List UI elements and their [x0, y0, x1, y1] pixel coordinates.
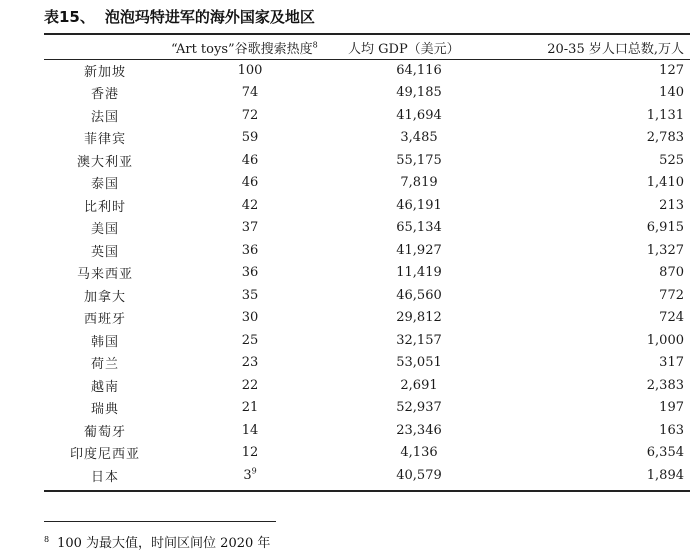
footnote [44, 532, 270, 551]
cell-search-score-value: 42 [241, 197, 259, 213]
table-row [44, 419, 690, 442]
cell-country [44, 397, 166, 420]
cell-search-score [166, 127, 334, 150]
footnote-mark: 8 [44, 534, 50, 544]
cell-population-value: 772 [659, 287, 684, 303]
cell-gdp [334, 239, 494, 262]
table-row [44, 194, 690, 217]
table-row [44, 307, 690, 330]
cell-population-value: 6,915 [646, 220, 684, 236]
cell-gdp-value: 32,157 [396, 332, 442, 348]
cell-search-score-value: 35 [241, 287, 259, 303]
cell-search-score [166, 59, 334, 82]
cell-gdp-value: 7,819 [400, 175, 438, 191]
cell-country-value: 澳大利亚 [76, 154, 133, 170]
footnote-rule [44, 521, 276, 522]
cell-country-value: 加拿大 [83, 289, 126, 305]
cell-gdp-value: 46,560 [396, 287, 442, 303]
cell-country [44, 127, 166, 150]
cell-country [44, 307, 166, 330]
cell-country-value: 香港 [90, 87, 119, 103]
cell-country-value: 菲律宾 [83, 132, 126, 148]
cell-population [494, 217, 690, 240]
cell-gdp-value: 52,937 [396, 400, 442, 416]
table-body [44, 59, 690, 487]
cell-population [494, 419, 690, 442]
top-rule [44, 33, 690, 35]
cell-population [494, 127, 690, 150]
cell-country-value: 美国 [90, 222, 119, 238]
cell-gdp [334, 59, 494, 82]
cell-population [494, 149, 690, 172]
cell-search-score [166, 194, 334, 217]
cell-country-value: 新加坡 [83, 64, 126, 80]
cell-gdp [334, 397, 494, 420]
cell-country [44, 194, 166, 217]
cell-population-value: 1,410 [646, 175, 684, 191]
table-row [44, 104, 690, 127]
table-row [44, 127, 690, 150]
cell-search-score-value: 14 [241, 422, 259, 438]
cell-gdp-value: 4,136 [400, 445, 438, 461]
table-row [44, 59, 690, 82]
cell-gdp [334, 329, 494, 352]
cell-search-score-value: 3 [243, 467, 252, 483]
cell-country [44, 419, 166, 442]
cell-search-score [166, 397, 334, 420]
cell-gdp [334, 284, 494, 307]
cell-search-score [166, 464, 334, 487]
cell-search-score [166, 419, 334, 442]
cell-population [494, 374, 690, 397]
cell-country-value: 葡萄牙 [83, 424, 126, 440]
cell-gdp [334, 82, 494, 105]
cell-search-score [166, 307, 334, 330]
cell-country-value: 泰国 [90, 177, 119, 193]
cell-country [44, 104, 166, 127]
cell-gdp-value: 41,927 [396, 242, 442, 258]
cell-gdp [334, 374, 494, 397]
cell-gdp-value: 41,694 [396, 107, 442, 123]
cell-country [44, 239, 166, 262]
cell-search-score-value: 25 [241, 332, 259, 348]
cell-gdp-value: 53,051 [396, 355, 442, 371]
cell-gdp [334, 172, 494, 195]
cell-search-score-value: 100 [237, 62, 263, 78]
cell-population-value: 1,327 [646, 242, 684, 258]
cell-country [44, 149, 166, 172]
cell-search-score [166, 329, 334, 352]
cell-population-value: 525 [659, 152, 684, 168]
cell-country-value: 法国 [90, 109, 119, 125]
table-number: 表15、 [44, 8, 95, 26]
table-row [44, 442, 690, 465]
cell-gdp-value: 64,116 [396, 62, 442, 78]
cell-country [44, 262, 166, 285]
cell-country [44, 464, 166, 487]
cell-gdp [334, 262, 494, 285]
cell-population [494, 104, 690, 127]
cell-population [494, 352, 690, 375]
cell-gdp [334, 194, 494, 217]
cell-country [44, 59, 166, 82]
cell-search-score [166, 262, 334, 285]
cell-population [494, 82, 690, 105]
cell-gdp [334, 149, 494, 172]
cell-search-score [166, 82, 334, 105]
cell-country [44, 217, 166, 240]
cell-gdp [334, 307, 494, 330]
cell-search-score-value: 74 [241, 85, 259, 101]
cell-search-score-value: 12 [241, 445, 259, 461]
cell-country [44, 82, 166, 105]
cell-search-score [166, 284, 334, 307]
table-row [44, 397, 690, 420]
cell-search-score-value: 22 [241, 377, 259, 393]
cell-country-value: 西班牙 [83, 312, 126, 328]
cell-population-value: 127 [659, 62, 684, 78]
cell-population [494, 464, 690, 487]
cell-country-value: 马来西亚 [76, 267, 133, 283]
cell-population-value: 1,000 [646, 332, 684, 348]
cell-search-score-value: 59 [241, 130, 259, 146]
cell-population-value: 6,354 [646, 445, 684, 461]
cell-population [494, 59, 690, 82]
table-row [44, 149, 690, 172]
cell-search-score [166, 217, 334, 240]
cell-gdp [334, 442, 494, 465]
cell-population [494, 239, 690, 262]
cell-population-value: 1,131 [646, 107, 684, 123]
cell-search-score [166, 352, 334, 375]
footnote-ref: 8 [312, 40, 318, 50]
cell-search-score-value: 30 [241, 310, 259, 326]
table-title [44, 6, 315, 27]
table-row [44, 374, 690, 397]
cell-country-value: 荷兰 [90, 357, 119, 373]
footnote-text: 100 为最大值，时间区间位 2020 年 [57, 536, 271, 551]
table-row [44, 172, 690, 195]
cell-search-score [166, 442, 334, 465]
header-search-score [166, 36, 334, 59]
cell-search-score-value: 46 [241, 175, 259, 191]
cell-gdp-value: 11,419 [396, 265, 442, 281]
cell-country-value: 英国 [90, 244, 119, 260]
cell-gdp [334, 217, 494, 240]
cell-country-value: 比利时 [83, 199, 126, 215]
cell-population [494, 262, 690, 285]
cell-country [44, 374, 166, 397]
cell-gdp [334, 419, 494, 442]
cell-country-value: 日本 [90, 469, 119, 485]
cell-search-score-value: 23 [241, 355, 259, 371]
cell-country [44, 172, 166, 195]
cell-search-score-value: 36 [241, 265, 259, 281]
cell-search-score-value: 46 [241, 152, 259, 168]
cell-gdp-value: 55,175 [396, 152, 442, 168]
cell-search-score-value: 72 [241, 107, 259, 123]
cell-gdp [334, 352, 494, 375]
table-row [44, 217, 690, 240]
cell-population-value: 724 [659, 310, 684, 326]
cell-country [44, 442, 166, 465]
cell-country [44, 352, 166, 375]
cell-country [44, 284, 166, 307]
cell-population-value: 140 [659, 85, 684, 101]
cell-population [494, 284, 690, 307]
cell-gdp-value: 2,691 [400, 377, 438, 393]
cell-population-value: 163 [659, 422, 684, 438]
cell-gdp [334, 464, 494, 487]
header-population: 20-35 岁人口总数,万人 [547, 42, 684, 57]
cell-search-score [166, 374, 334, 397]
cell-population-value: 197 [659, 400, 684, 416]
cell-population [494, 442, 690, 465]
table-row [44, 329, 690, 352]
cell-gdp-value: 49,185 [396, 85, 442, 101]
cell-gdp [334, 127, 494, 150]
cell-search-score-value: 36 [241, 242, 259, 258]
header-gdp: 人均 GDP（美元） [348, 42, 460, 57]
cell-search-score [166, 172, 334, 195]
cell-gdp-value: 65,134 [396, 220, 442, 236]
table-row [44, 352, 690, 375]
cell-gdp-value: 23,346 [396, 422, 442, 438]
data-table [44, 36, 690, 487]
cell-population [494, 172, 690, 195]
cell-population-value: 317 [659, 355, 684, 371]
cell-gdp-value: 40,579 [396, 467, 442, 483]
table-row [44, 284, 690, 307]
cell-gdp-value: 3,485 [400, 130, 438, 146]
cell-country-value: 印度尼西亚 [69, 447, 140, 463]
cell-population [494, 307, 690, 330]
cell-gdp [334, 104, 494, 127]
footnote-ref: 9 [251, 466, 257, 476]
cell-country-value: 韩国 [90, 334, 119, 350]
header-country [44, 36, 166, 59]
cell-population-value: 213 [659, 197, 684, 213]
table-row [44, 82, 690, 105]
cell-country-value: 瑞典 [90, 402, 119, 418]
bottom-rule [44, 490, 690, 492]
cell-search-score-value: 21 [241, 400, 259, 416]
cell-population [494, 329, 690, 352]
cell-population-value: 870 [659, 265, 684, 281]
table-row [44, 464, 690, 487]
cell-population-value: 2,383 [646, 377, 684, 393]
cell-country [44, 329, 166, 352]
table-row [44, 262, 690, 285]
cell-gdp-value: 29,812 [396, 310, 442, 326]
cell-population-value: 2,783 [646, 130, 684, 146]
cell-search-score [166, 239, 334, 262]
cell-population [494, 397, 690, 420]
cell-country-value: 越南 [90, 379, 119, 395]
table-row [44, 239, 690, 262]
header-row [44, 36, 690, 59]
cell-population [494, 194, 690, 217]
cell-search-score [166, 104, 334, 127]
header-search-score-label: “Art toys”谷歌搜索热度 [171, 42, 313, 57]
cell-gdp-value: 46,191 [396, 197, 442, 213]
cell-population-value: 1,894 [646, 467, 684, 483]
cell-search-score-value: 37 [241, 220, 259, 236]
table-caption: 泡泡玛特进军的海外国家及地区 [104, 8, 315, 26]
cell-search-score [166, 149, 334, 172]
